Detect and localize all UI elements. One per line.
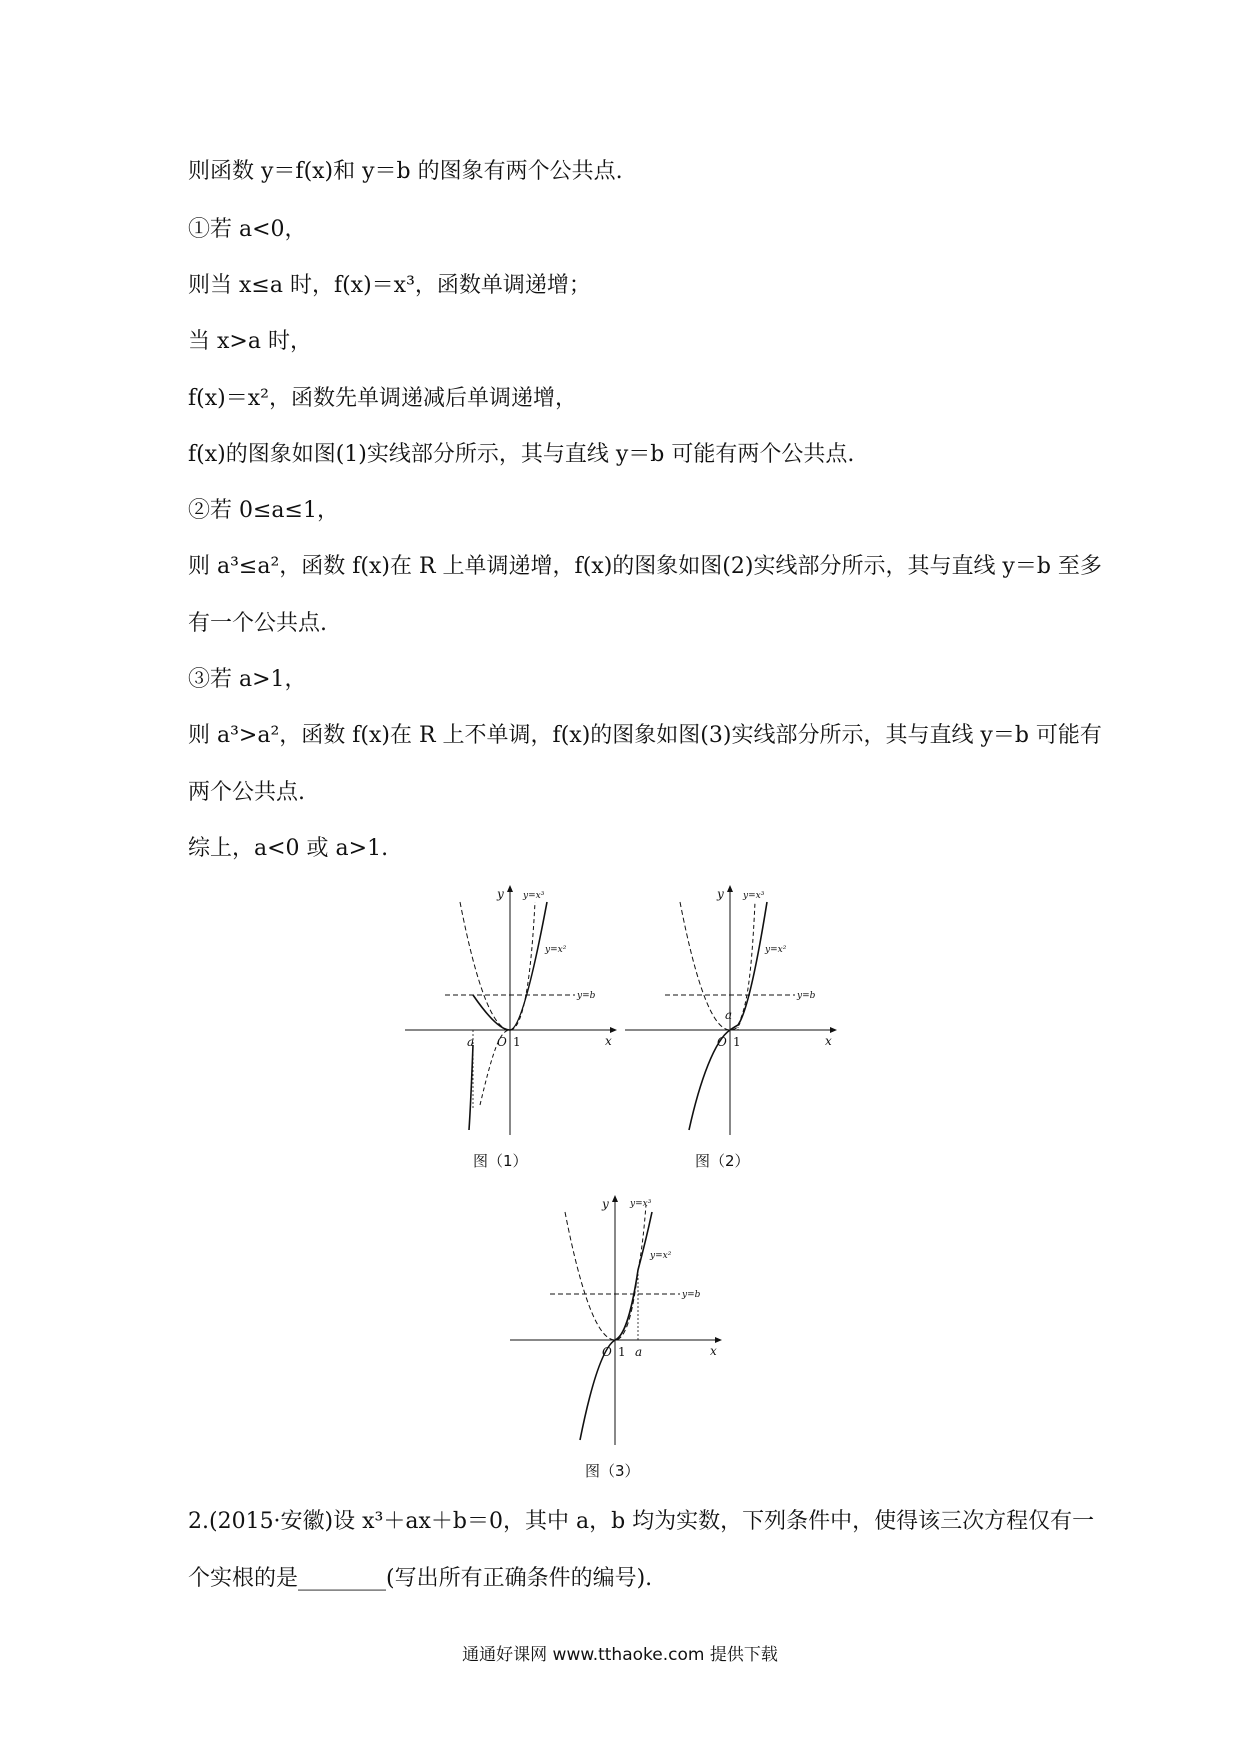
figure-1-graph xyxy=(405,880,625,1140)
text-line-4: 当 x>a 时， xyxy=(188,329,312,354)
solid-curve xyxy=(580,1212,652,1440)
label-y: y xyxy=(717,887,724,901)
label-x: x xyxy=(710,1344,717,1358)
label-square: y=x² xyxy=(765,945,787,955)
y-axis-arrow xyxy=(507,885,513,892)
footer: 通通好课网 www.tthaoke.com 提供下载 xyxy=(462,1645,778,1665)
text-line-1: 则函数 y＝f(x)和 y＝b 的图象有两个公共点. xyxy=(188,159,623,184)
label-y: y xyxy=(497,887,504,901)
label-one: 1 xyxy=(733,1035,741,1049)
text-line-5: f(x)＝x²，函数先单调递减后单调递增， xyxy=(188,386,577,411)
label-square: y=x² xyxy=(545,945,567,955)
label-x: x xyxy=(825,1034,832,1048)
figure-2-graph xyxy=(625,880,845,1140)
figure-3-graph xyxy=(510,1190,730,1450)
cubic-dashed xyxy=(480,902,535,1105)
figure-2-caption: 图（2） xyxy=(695,1152,750,1170)
text-line-10: ③若 a>1， xyxy=(188,667,307,692)
label-one: 1 xyxy=(618,1345,626,1359)
figure-2 xyxy=(625,880,845,1170)
label-a: a xyxy=(635,1345,643,1359)
cubic-dashed xyxy=(638,1205,646,1270)
label-origin: O xyxy=(602,1345,612,1359)
label-origin: O xyxy=(717,1035,727,1049)
x-axis-arrow xyxy=(610,1027,617,1033)
x-axis-arrow xyxy=(830,1027,837,1033)
x-axis-arrow xyxy=(715,1337,722,1343)
label-origin: O xyxy=(497,1035,507,1049)
label-a: a xyxy=(467,1035,475,1049)
figure-3 xyxy=(510,1190,730,1480)
label-square: y=x² xyxy=(650,1251,672,1261)
label-cube: y=x³ xyxy=(523,891,545,901)
label-a: a xyxy=(725,1008,733,1022)
cubic-solid xyxy=(469,1045,473,1130)
figure-1-caption: 图（1） xyxy=(473,1152,528,1170)
text-line-9: 有一个公共点. xyxy=(188,611,327,636)
label-cube: y=x³ xyxy=(630,1199,652,1209)
text-line-7: ②若 0≤a≤1， xyxy=(188,498,339,523)
text-line-6: f(x)的图象如图(1)实线部分所示，其与直线 y＝b 可能有两个公共点. xyxy=(188,442,855,467)
question-line-2: 个实根的是________(写出所有正确条件的编号). xyxy=(188,1566,653,1591)
figure-3-caption: 图（3） xyxy=(585,1462,640,1480)
label-x: x xyxy=(605,1034,612,1048)
label-one: 1 xyxy=(513,1035,521,1049)
text-line-8: 则 a³≤a²，函数 f(x)在 R 上单调递增，f(x)的图象如图(2)实线部分所示，其与直线 y＝b 至多 xyxy=(188,554,1102,579)
label-b: y=b xyxy=(797,991,816,1001)
label-y: y xyxy=(602,1197,609,1211)
text-line-2: ①若 a<0， xyxy=(188,217,307,242)
label-b: y=b xyxy=(577,991,596,1001)
text-line-11: 则 a³>a²，函数 f(x)在 R 上不单调，f(x)的图象如图(3)实线部分所示，其与直线 y＝b 可能有 xyxy=(188,723,1102,748)
text-line-13: 综上，a<0 或 a>1. xyxy=(188,836,389,861)
question-line-1: 2.(2015·安徽)设 x³＋ax＋b＝0，其中 a，b 均为实数，下列条件中，使得该三次方程仅有一 xyxy=(188,1509,1095,1534)
y-axis-arrow xyxy=(727,885,733,892)
label-cube: y=x³ xyxy=(743,891,765,901)
figure-1 xyxy=(405,880,625,1170)
label-b: y=b xyxy=(682,1290,701,1300)
y-axis-arrow xyxy=(612,1195,618,1202)
text-line-3: 则当 x≤a 时，f(x)＝x³，函数单调递增； xyxy=(188,273,591,298)
text-line-12: 两个公共点. xyxy=(188,780,305,805)
